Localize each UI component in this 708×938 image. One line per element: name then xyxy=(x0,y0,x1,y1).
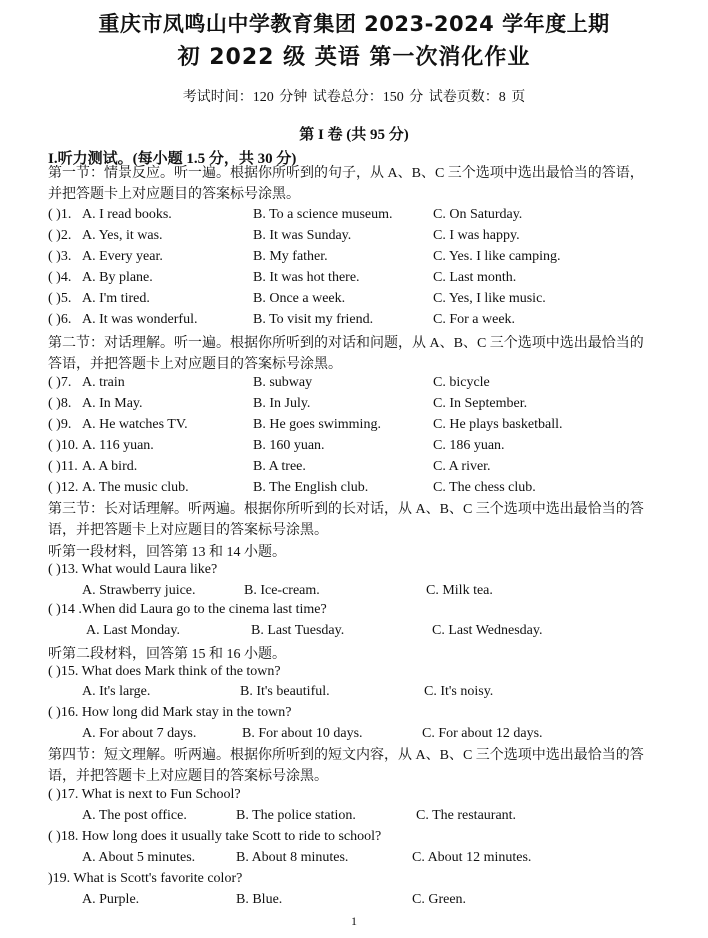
option-a: A. By plane. xyxy=(82,270,153,285)
option-c: C. Milk tea. xyxy=(426,583,493,598)
question-13-stem: ( )13. What would Laura like? xyxy=(48,562,218,577)
question-number: ( )3. xyxy=(48,249,72,264)
question-number: ( )1. xyxy=(48,207,72,222)
option-c: C. About 12 minutes. xyxy=(412,850,532,865)
option-c: C. Last month. xyxy=(433,270,517,285)
question-5 xyxy=(48,291,668,312)
part-title-listening: I.听力测试。(每小题 1.5 分，共 30 分) xyxy=(48,151,297,167)
option-c: C. 186 yuan. xyxy=(433,438,505,453)
option-b: B. 160 yuan. xyxy=(253,438,325,453)
option-b: B. In July. xyxy=(253,396,311,411)
option-b: B. To visit my friend. xyxy=(253,312,374,327)
question-6 xyxy=(48,312,668,333)
question-19-stem: )19. What is Scott's favorite color? xyxy=(48,871,243,886)
option-b: B. Ice-cream. xyxy=(244,583,320,598)
question-2 xyxy=(48,228,668,249)
question-number: ( )6. xyxy=(48,312,72,327)
question-16-stem: ( )16. How long did Mark stay in the town? xyxy=(48,705,292,720)
option-c: C. The chess club. xyxy=(433,480,536,495)
question-number: ( )12. xyxy=(48,480,79,495)
section1-intro: 第一节：情景反应。听一遍。根据你所听到的句子，从 A、B、C 三个选项中选出最恰当的答语，并把答题卡上对应题目的答案标号涂黑。 xyxy=(48,166,644,202)
option-c: C. The restaurant. xyxy=(416,808,517,823)
option-c: C. Yes, I like music. xyxy=(433,291,546,306)
option-a: A. 116 yuan. xyxy=(82,438,154,453)
option-a: A. Purple. xyxy=(82,892,140,907)
question-8 xyxy=(48,396,668,417)
option-b: B. subway xyxy=(253,375,313,390)
option-c: C. For about 12 days. xyxy=(422,726,543,741)
option-c: C. A river. xyxy=(433,459,491,474)
section2-intro: 第二节：对话理解。听一遍。根据你所听到的对话和问题，从 A、B、C 三个选项中选出最恰当的答语，并把答题卡上对应题目的答案标号涂黑。 xyxy=(48,336,644,372)
option-b: B. Once a week. xyxy=(253,291,346,306)
question-18-options xyxy=(48,850,668,871)
option-a: A. Strawberry juice. xyxy=(82,583,196,598)
option-c: C. In September. xyxy=(433,396,528,411)
option-b: B. It was Sunday. xyxy=(253,228,352,243)
option-a: A. It's large. xyxy=(82,684,151,699)
question-number: ( )8. xyxy=(48,396,72,411)
section-title: 第 I 卷 (共 95 分) xyxy=(299,127,409,143)
question-13-options xyxy=(48,583,668,604)
option-b: B. About 8 minutes. xyxy=(236,850,349,865)
option-a: A. The post office. xyxy=(82,808,187,823)
option-b: B. The English club. xyxy=(253,480,369,495)
option-a: A. About 5 minutes. xyxy=(82,850,196,865)
material-note-1: 听第一段材料，回答第 13 和 14 小题。 xyxy=(48,545,286,560)
option-b: B. Blue. xyxy=(236,892,283,907)
option-b: B. A tree. xyxy=(253,459,306,474)
question-15-stem: ( )15. What does Mark think of the town? xyxy=(48,664,281,679)
material-note-2: 听第二段材料，回答第 15 和 16 小题。 xyxy=(48,647,286,662)
option-b: B. To a science museum. xyxy=(253,207,393,222)
option-a: A. I'm tired. xyxy=(82,291,150,306)
option-a: A. He watches TV. xyxy=(82,417,188,432)
option-c: C. For a week. xyxy=(433,312,516,327)
question-15-options xyxy=(48,684,668,705)
exam-info: 考试时间：120 分钟 试卷总分：150 分 试卷页数：8 页 xyxy=(182,90,526,105)
question-10 xyxy=(48,438,668,459)
question-7 xyxy=(48,375,668,396)
option-a: A. The music club. xyxy=(82,480,189,495)
option-c: C. Green. xyxy=(412,892,467,907)
option-a: A. For about 7 days. xyxy=(82,726,197,741)
question-number: ( )11. xyxy=(48,459,78,474)
option-a: A. Last Monday. xyxy=(86,623,180,638)
option-c: C. It's noisy. xyxy=(424,684,494,699)
question-16-options xyxy=(48,726,668,747)
option-c: C. He plays basketball. xyxy=(433,417,563,432)
option-a: A. I read books. xyxy=(82,207,172,222)
section3-intro: 第三节：长对话理解。听两遍。根据你所听到的长对话，从 A、B、C 三个选项中选出最恰当的答语，并把答题卡上对应题目的答案标号涂黑。 xyxy=(48,502,644,538)
question-number: ( )7. xyxy=(48,375,72,390)
question-18-stem: ( )18. How long does it usually take Scott to ride to school? xyxy=(48,829,382,844)
exam-title-course: 初 2022 级 英语 第一次消化作业 xyxy=(177,45,531,70)
option-b: B. Last Tuesday. xyxy=(251,623,345,638)
option-a: A. A bird. xyxy=(82,459,138,474)
option-a: A. In May. xyxy=(82,396,143,411)
question-number: ( )9. xyxy=(48,417,72,432)
question-17-options xyxy=(48,808,668,829)
question-1 xyxy=(48,207,668,228)
question-3 xyxy=(48,249,668,270)
question-12 xyxy=(48,480,668,501)
option-b: B. He goes swimming. xyxy=(253,417,381,432)
question-number: ( )4. xyxy=(48,270,72,285)
question-17-stem: ( )17. What is next to Fun School? xyxy=(48,787,241,802)
question-14-options xyxy=(48,623,668,644)
option-b: B. For about 10 days. xyxy=(242,726,363,741)
option-b: B. My father. xyxy=(253,249,328,264)
option-b: B. The police station. xyxy=(236,808,356,823)
section4-intro: 第四节：短文理解。听两遍。根据你所听到的短文内容，从 A、B、C 三个选项中选出最恰当的答语，并把答题卡上对应题目的答案标号涂黑。 xyxy=(48,748,644,784)
question-number: ( )10. xyxy=(48,438,79,453)
question-4 xyxy=(48,270,668,291)
option-b: B. It was hot there. xyxy=(253,270,360,285)
question-11 xyxy=(48,459,668,480)
option-a: A. train xyxy=(82,375,125,390)
page-number: 1 xyxy=(351,914,357,928)
question-number: ( )2. xyxy=(48,228,72,243)
exam-title-school: 重庆市凤鸣山中学教育集团 2023-2024 学年度上期 xyxy=(98,12,610,36)
question-number: ( )5. xyxy=(48,291,72,306)
option-b: B. It's beautiful. xyxy=(240,684,330,699)
question-19-options xyxy=(48,892,668,913)
option-a: A. Yes, it was. xyxy=(82,228,163,243)
question-14-stem: ( )14 .When did Laura go to the cinema last time? xyxy=(48,602,327,617)
option-c: C. bicycle xyxy=(433,375,490,390)
option-c: C. On Saturday. xyxy=(433,207,523,222)
option-c: C. Last Wednesday. xyxy=(432,623,543,638)
question-9 xyxy=(48,417,668,438)
option-a: A. Every year. xyxy=(82,249,163,264)
option-c: C. I was happy. xyxy=(433,228,520,243)
option-c: C. Yes. I like camping. xyxy=(433,249,561,264)
option-a: A. It was wonderful. xyxy=(82,312,198,327)
